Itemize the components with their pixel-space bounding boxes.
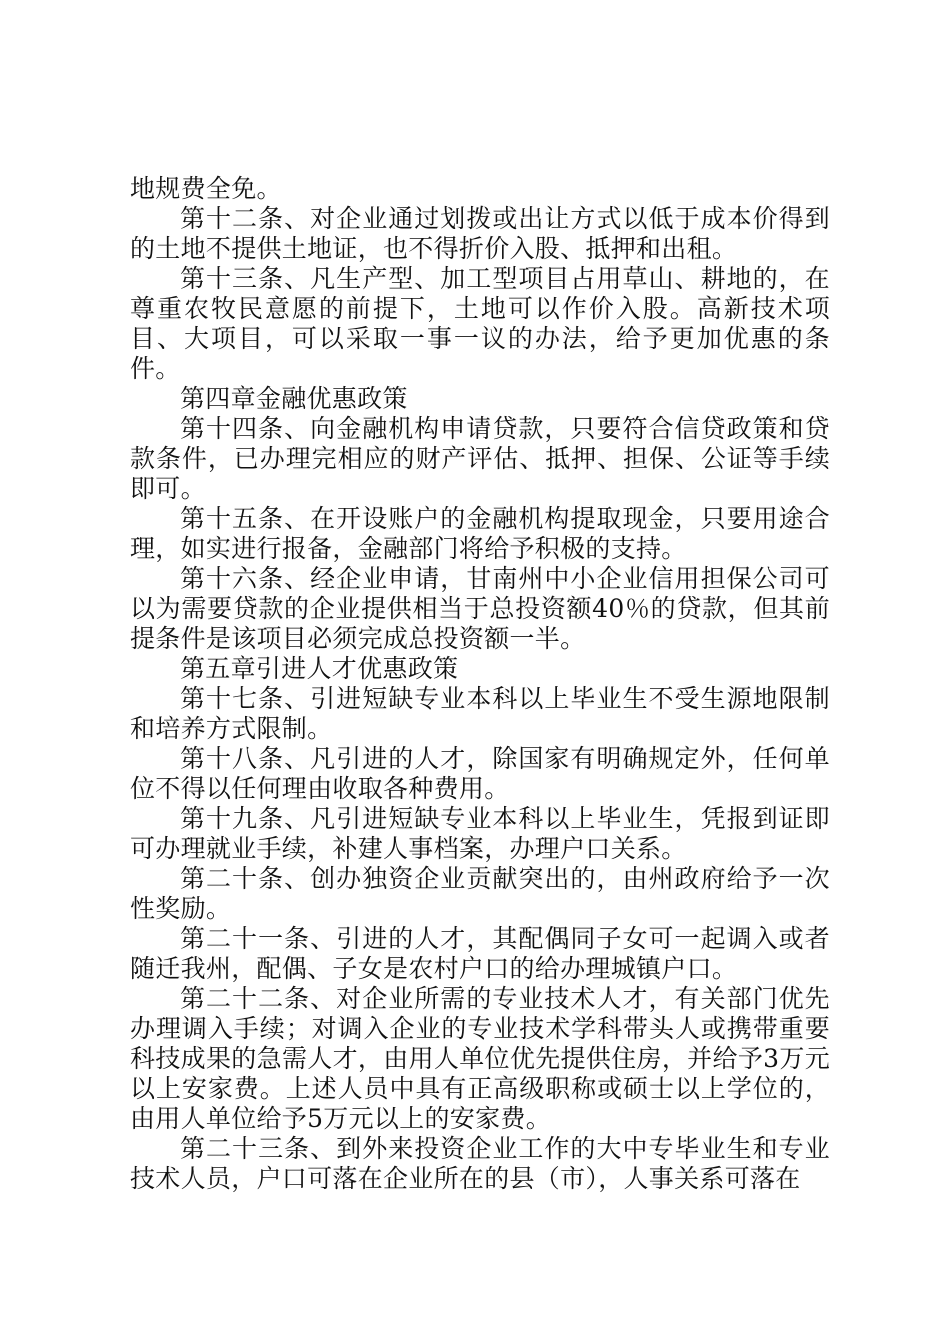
paragraph: 第十七条、引进短缺专业本科以上毕业生不受生源地限制和培养方式限制。 — [130, 684, 830, 743]
chapter-heading: 第四章金融优惠政策 — [180, 384, 408, 413]
paragraph: 第十三条、凡生产型、加工型项目占用草山、耕地的，在尊重农牧民意愿的前提下，土地可以作价入股。高新技术项目、大项目，可以采取一事一议的办法，给予更加优惠的条件。 — [130, 264, 830, 383]
chapter-heading: 第五章引进人才优惠政策 — [180, 654, 459, 683]
paragraph: 第二十一条、引进的人才，其配偶同子女可一起调入或者随迁我州，配偶、子女是农村户口的给办理城镇户口。 — [130, 924, 830, 983]
document-body — [130, 174, 830, 1194]
paragraph: 第十八条、凡引进的人才，除国家有明确规定外，任何单位不得以任何理由收取各种费用。 — [130, 744, 830, 803]
paragraph: 第十二条、对企业通过划拨或出让方式以低于成本价得到的土地不提供土地证，也不得折价入股、抵押和出租。 — [130, 204, 830, 263]
paragraph: 第十六条、经企业申请，甘南州中小企业信用担保公司可以为需要贷款的企业提供相当于总投资额40％的贷款，但其前提条件是该项目必须完成总投资额一半。 — [130, 564, 830, 653]
paragraph: 第二十条、创办独资企业贡献突出的，由州政府给予一次性奖励。 — [130, 864, 830, 923]
paragraph: 第二十二条、对企业所需的专业技术人才，有关部门优先办理调入手续；对调入企业的专业技术学科带头人或携带重要科技成果的急需人才，由用人单位优先提供住房，并给予3万元以上安家费。上述人员中具有正高级职称或硕士以上学位的，由用人单位给予5万元以上的安家费。 — [130, 984, 830, 1133]
paragraph: 第十四条、向金融机构申请贷款，只要符合信贷政策和贷款条件，已办理完相应的财产评估、抵押、担保、公证等手续即可。 — [130, 414, 830, 503]
paragraph: 地规费全免。 — [130, 174, 282, 203]
paragraph: 第十五条、在开设账户的金融机构提取现金，只要用途合理，如实进行报备，金融部门将给予积极的支持。 — [130, 504, 830, 563]
paragraph: 第二十三条、到外来投资企业工作的大中专毕业生和专业技术人员，户口可落在企业所在的县（市），人事关系可落在 — [130, 1134, 830, 1193]
paragraph: 第十九条、凡引进短缺专业本科以上毕业生，凭报到证即可办理就业手续，补建人事档案，办理户口关系。 — [130, 804, 830, 863]
